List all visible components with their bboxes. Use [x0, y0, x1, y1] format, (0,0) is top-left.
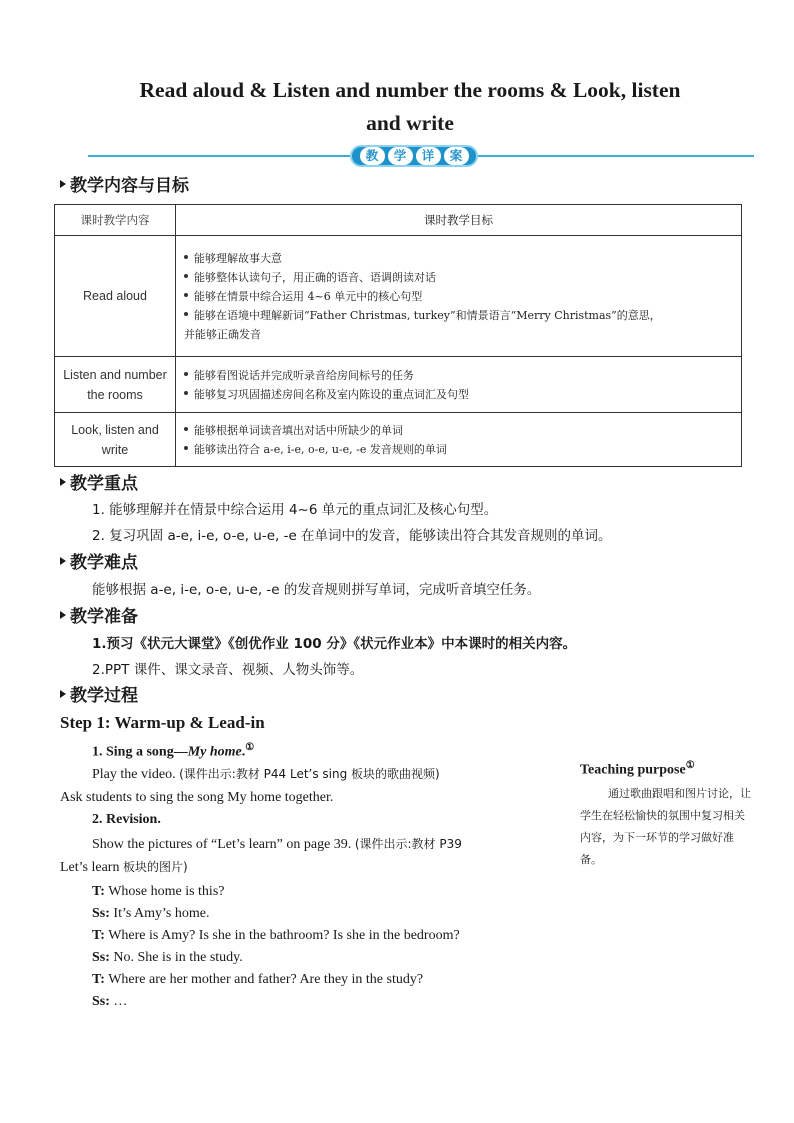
content-cell	[55, 357, 176, 413]
table-header-row	[55, 205, 742, 236]
goal-item-continuation: 并能够正确发音	[184, 327, 261, 341]
title-line-1: Read aloud & Listen and number the rooms & Look, listen	[139, 78, 681, 102]
prep-item-1: 1.预习《状元大课堂》《创优作业 100 分》《状元作业本》中本课时的相关内容。	[92, 636, 577, 652]
section-banner	[88, 140, 754, 172]
page-title	[60, 74, 760, 140]
table-row	[55, 413, 742, 467]
goal-item: 能够看图说话并完成听录音给房间标号的任务	[184, 366, 733, 385]
content-label: Look, listen and	[71, 422, 159, 437]
bullet-icon	[184, 274, 188, 278]
show-pictures-line: Show the pictures of “Let’s learn” on page 39. (课件出示:教材 P39	[92, 837, 462, 852]
content-label: the rooms	[87, 387, 143, 402]
section-heading-content-goals: 教学内容与目标	[60, 175, 189, 197]
goal-item: 能够复习巩固描述房间名称及室内陈设的重点词汇及句型	[184, 385, 733, 404]
teaching-purpose-note	[580, 756, 752, 871]
sing-song-heading: 1. Sing a song—My home.①	[92, 742, 255, 760]
teaching-purpose-text: 通过歌曲跟唱和图片讨论，让学生在轻松愉快的氛围中复习相关内容，为下一环节的学习做好准备。	[580, 786, 751, 866]
goal-item: 能够在语境中理解新词“Father Christmas, turkey”和情景语言“Merry Christmas”的意思，	[184, 306, 733, 325]
goals-cell	[176, 413, 742, 467]
bullet-icon	[184, 427, 188, 431]
triangle-bullet-icon	[60, 611, 66, 619]
goal-item: 能够读出符合 a-e, i-e, o-e, u-e, -e 发音规则的单词	[184, 440, 733, 459]
play-video-line: Play the video. (课件出示:教材 P44 Let’s sing 板块的歌曲视频)	[92, 767, 440, 782]
triangle-bullet-icon	[60, 557, 66, 565]
banner-char: 案	[444, 147, 469, 165]
dialogue-line: T: Where is Amy? Is she in the bathroom? Is she in the bedroom?	[92, 928, 460, 943]
table-header-cell: 课时教学目标	[176, 205, 742, 236]
banner-char: 详	[416, 147, 441, 165]
dialogue-line: T: Where are her mother and father? Are they in the study?	[92, 972, 424, 987]
bullet-icon	[184, 446, 188, 450]
bullet-icon	[184, 372, 188, 376]
key-point-1: 1. 能够理解并在情景中综合运用 4~6 单元的重点词汇及核心句型。	[92, 502, 498, 518]
table-row	[55, 357, 742, 413]
triangle-bullet-icon	[60, 180, 66, 188]
table-row	[55, 236, 742, 357]
bullet-icon	[184, 293, 188, 297]
footnote-mark: ①	[685, 760, 695, 771]
section-heading-process: 教学过程	[60, 685, 138, 707]
banner-pill	[350, 145, 478, 167]
prep-item-2: 2.PPT 课件、课文录音、视频、人物头饰等。	[92, 662, 364, 678]
content-label: Read aloud	[83, 289, 147, 303]
table-header-cell: 课时教学内容	[55, 205, 176, 236]
banner-char: 教	[360, 147, 385, 165]
song-title: My home	[187, 744, 242, 760]
bullet-icon	[184, 312, 188, 316]
ask-students-line: Ask students to sing the song My home together.	[60, 790, 334, 805]
content-cell	[55, 236, 176, 357]
goals-cell	[176, 357, 742, 413]
banner-char: 学	[388, 147, 413, 165]
content-cell	[55, 413, 176, 467]
section-heading-preparation: 教学准备	[60, 606, 138, 628]
difficulty-text: 能够根据 a-e, i-e, o-e, u-e, -e 的发音规则拼写单词，完成听音填空任务。	[92, 582, 541, 598]
revision-heading: 2. Revision.	[92, 812, 161, 827]
bullet-icon	[184, 391, 188, 395]
bullet-icon	[184, 255, 188, 259]
goals-table	[54, 204, 742, 467]
show-pictures-line-2: Let’s learn 板块的图片)	[60, 860, 188, 875]
dialogue-line: T: Whose home is this?	[92, 884, 225, 899]
dialogue-line: Ss: …	[92, 994, 128, 1009]
footnote-mark: ①	[245, 742, 255, 753]
teaching-purpose-heading: Teaching purpose①	[580, 760, 695, 778]
section-heading-key-points: 教学重点	[60, 473, 138, 495]
goal-item: 能够根据单词读音填出对话中所缺少的单词	[184, 421, 733, 440]
goal-item: 能够整体认读句子，用正确的语音、语调朗读对话	[184, 268, 733, 287]
goals-cell	[176, 236, 742, 357]
section-heading-difficulty: 教学难点	[60, 552, 138, 574]
content-label: write	[101, 442, 129, 457]
triangle-bullet-icon	[60, 690, 66, 698]
dialogue-line: Ss: No. She is in the study.	[92, 950, 243, 965]
goal-item: 能够理解故事大意	[184, 249, 733, 268]
title-line-2: and write	[366, 111, 454, 135]
content-label: Listen and number	[63, 367, 167, 382]
key-point-2: 2. 复习巩固 a-e, i-e, o-e, u-e, -e 在单词中的发音，能够读出符合其发音规则的单词。	[92, 528, 612, 544]
triangle-bullet-icon	[60, 478, 66, 486]
dialogue-line: Ss: It’s Amy’s home.	[92, 906, 210, 921]
goal-item: 能够在情景中综合运用 4~6 单元中的核心句型	[184, 287, 733, 306]
step-1-heading: Step 1: Warm-up & Lead-in	[60, 713, 265, 732]
